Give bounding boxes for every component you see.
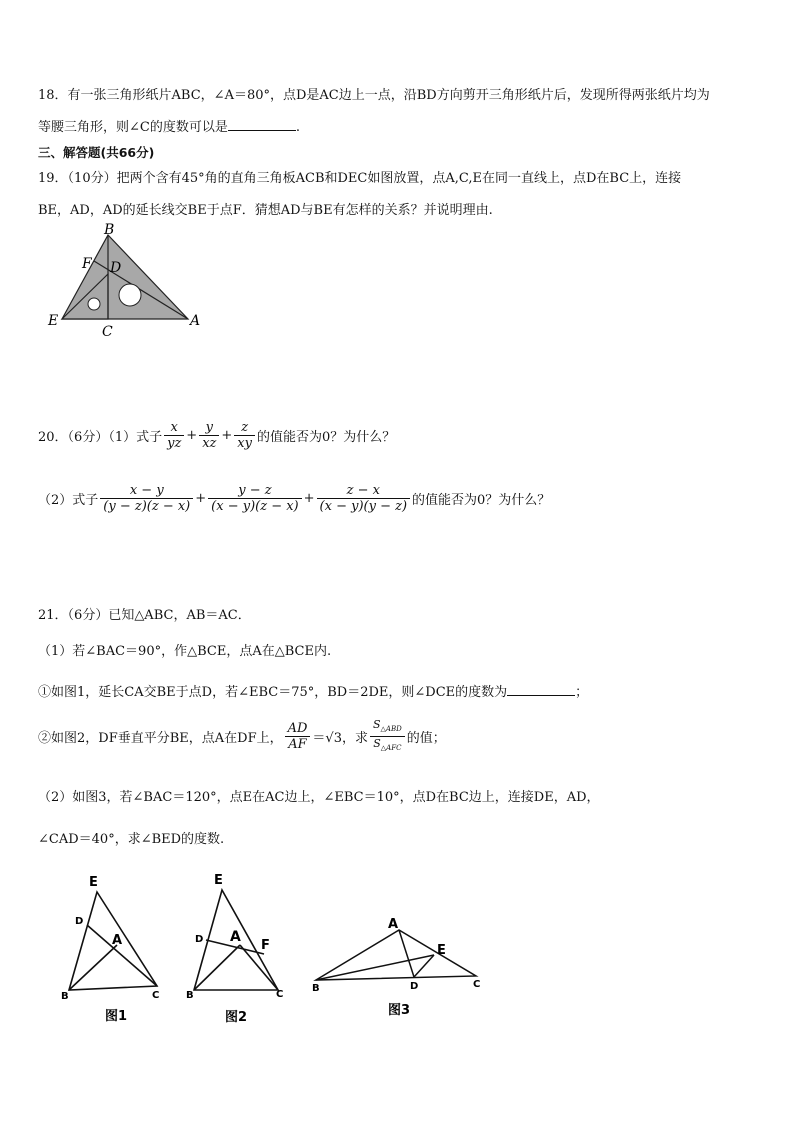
fig3-label-A: A bbox=[388, 917, 399, 932]
s-subscript: △ABD bbox=[380, 725, 402, 733]
plus-sign: + bbox=[303, 491, 315, 506]
q21-answer-blank[interactable] bbox=[507, 682, 575, 696]
q21-line6: ∠CAD＝40°，求∠BED的度数. bbox=[38, 832, 225, 847]
frac-den: xy bbox=[237, 436, 252, 451]
frac-den: (y − z)(z − x) bbox=[103, 499, 191, 514]
q19-line1: 19．（10分）把两个含有45°角的直角三角板ACB和DEC如图放置，点A,C,E在同一直线上，点D在BC上，连接 bbox=[38, 171, 682, 186]
fig3-label-D: D bbox=[410, 981, 419, 992]
fig3-label-C: C bbox=[473, 979, 481, 990]
frac-num: x bbox=[164, 420, 184, 436]
fig1-label-C: C bbox=[152, 990, 160, 1001]
s-subscript: △AFC bbox=[380, 744, 402, 752]
fig1-label-E: E bbox=[89, 875, 98, 890]
q21-line3-end: ； bbox=[575, 685, 589, 700]
fig1-label-B: B bbox=[61, 991, 69, 1002]
q19-figure bbox=[40, 222, 210, 342]
fig1-label-D: D bbox=[75, 916, 84, 927]
q19-line2: BE，AD，AD的延长线交BE于点F．猜想AD与BE有怎样的关系？并说明理由. bbox=[38, 203, 493, 218]
q21-line3-text: ①如图1，延长CA交BE于点D，若∠EBC＝75°，BD＝2DE，则∠DCE的度数为 bbox=[38, 685, 508, 700]
q20-p2-frac2 bbox=[208, 483, 301, 514]
fig2-label-A: A bbox=[230, 929, 241, 945]
q20-p2-frac3 bbox=[317, 483, 410, 514]
q21-line4 bbox=[38, 718, 446, 755]
fig2-label-C: C bbox=[276, 989, 284, 1000]
q18-line2-text: 等腰三角形，则∠C的度数可以是 bbox=[38, 120, 228, 135]
q20-part1 bbox=[38, 420, 395, 451]
plus-sign: + bbox=[221, 428, 233, 443]
plus-sign: + bbox=[186, 428, 198, 443]
q20-p2-frac1 bbox=[100, 483, 193, 514]
q21-line1: 21．（6分）已知△ABC，AB＝AC． bbox=[38, 608, 251, 623]
q20-part2 bbox=[38, 483, 550, 514]
frac-num bbox=[370, 718, 405, 737]
fig2-label-E: E bbox=[214, 873, 223, 888]
plus-sign: + bbox=[195, 491, 207, 506]
q21-line4-end: 的值； bbox=[406, 731, 446, 746]
q21-figure-1 bbox=[55, 870, 175, 1030]
fig1-label-A: A bbox=[112, 933, 123, 948]
q21-line5: （2）如图3，若∠BAC＝120°，点E在AC边上，∠EBC＝10°，点D在BC边上，连接DE，AD， bbox=[38, 790, 600, 805]
frac-num: AD bbox=[285, 721, 311, 737]
frac-num: y − z bbox=[208, 483, 301, 499]
frac-num: y bbox=[199, 420, 219, 436]
frac-num: z bbox=[234, 420, 255, 436]
q21-line4-eq: ＝√3，求 bbox=[312, 731, 368, 746]
q21-line2: （1）若∠BAC＝90°，作△BCE，点A在△BCE内. bbox=[38, 644, 332, 659]
s-symbol: S bbox=[372, 718, 381, 731]
q21-line4-text: ②如图2，DF垂直平分BE，点A在DF上， bbox=[38, 731, 283, 746]
q21-line3 bbox=[38, 681, 588, 700]
q18-line1: 18．有一张三角形纸片ABC，∠A＝80°，点D是AC边上一点，沿BD方向剪开三角形纸片后，发现所得两张纸片均为 bbox=[38, 88, 710, 103]
frac-den bbox=[370, 737, 405, 755]
q21-figure-2 bbox=[182, 870, 292, 1030]
section-title: 三、解答题(共66分) bbox=[38, 145, 155, 160]
fig2-label-B: B bbox=[186, 990, 194, 1001]
q21-figure-3 bbox=[308, 910, 488, 1025]
q20-p1-frac1 bbox=[164, 420, 184, 451]
q18-line2 bbox=[38, 116, 300, 135]
fig2-label-D: D bbox=[195, 934, 204, 945]
q19-label-F: F bbox=[82, 256, 92, 272]
fig3-label-E: E bbox=[437, 943, 446, 958]
q20-p2-suffix: 的值能否为0？为什么？ bbox=[412, 493, 551, 508]
q20-p1-frac2 bbox=[199, 420, 219, 451]
frac-den: (x − y)(z − x) bbox=[211, 499, 299, 514]
q18-answer-blank[interactable] bbox=[228, 117, 296, 131]
frac-den: xz bbox=[202, 436, 217, 451]
q20-p1-frac3 bbox=[234, 420, 255, 451]
frac-num: z − x bbox=[317, 483, 410, 499]
fig2-caption: 图2 bbox=[225, 1010, 248, 1025]
s-symbol: S bbox=[373, 737, 381, 750]
q20-p1-prefix: 20．（6分）（1）式子 bbox=[38, 430, 163, 445]
frac-den: AF bbox=[288, 737, 307, 752]
q20-p1-suffix: 的值能否为0？为什么？ bbox=[256, 430, 396, 445]
q20-p2-prefix: （2）式子 bbox=[38, 493, 99, 508]
q21-ratio-fraction bbox=[285, 721, 311, 752]
q19-label-B: B bbox=[104, 222, 115, 238]
fig1-caption: 图1 bbox=[105, 1009, 128, 1024]
fig3-label-B: B bbox=[312, 983, 320, 994]
q18-line2-end: . bbox=[295, 120, 300, 135]
q19-label-C: C bbox=[102, 324, 113, 340]
q21-area-fraction bbox=[370, 718, 405, 755]
frac-den: yz bbox=[167, 436, 182, 451]
fig3-caption: 图3 bbox=[388, 1003, 411, 1018]
q19-label-E: E bbox=[48, 313, 59, 329]
frac-num: x − y bbox=[100, 483, 193, 499]
q19-label-D: D bbox=[110, 260, 122, 276]
frac-den: (x − y)(y − z) bbox=[319, 499, 408, 514]
fig2-label-F: F bbox=[261, 938, 270, 953]
q19-label-A: A bbox=[190, 313, 201, 329]
